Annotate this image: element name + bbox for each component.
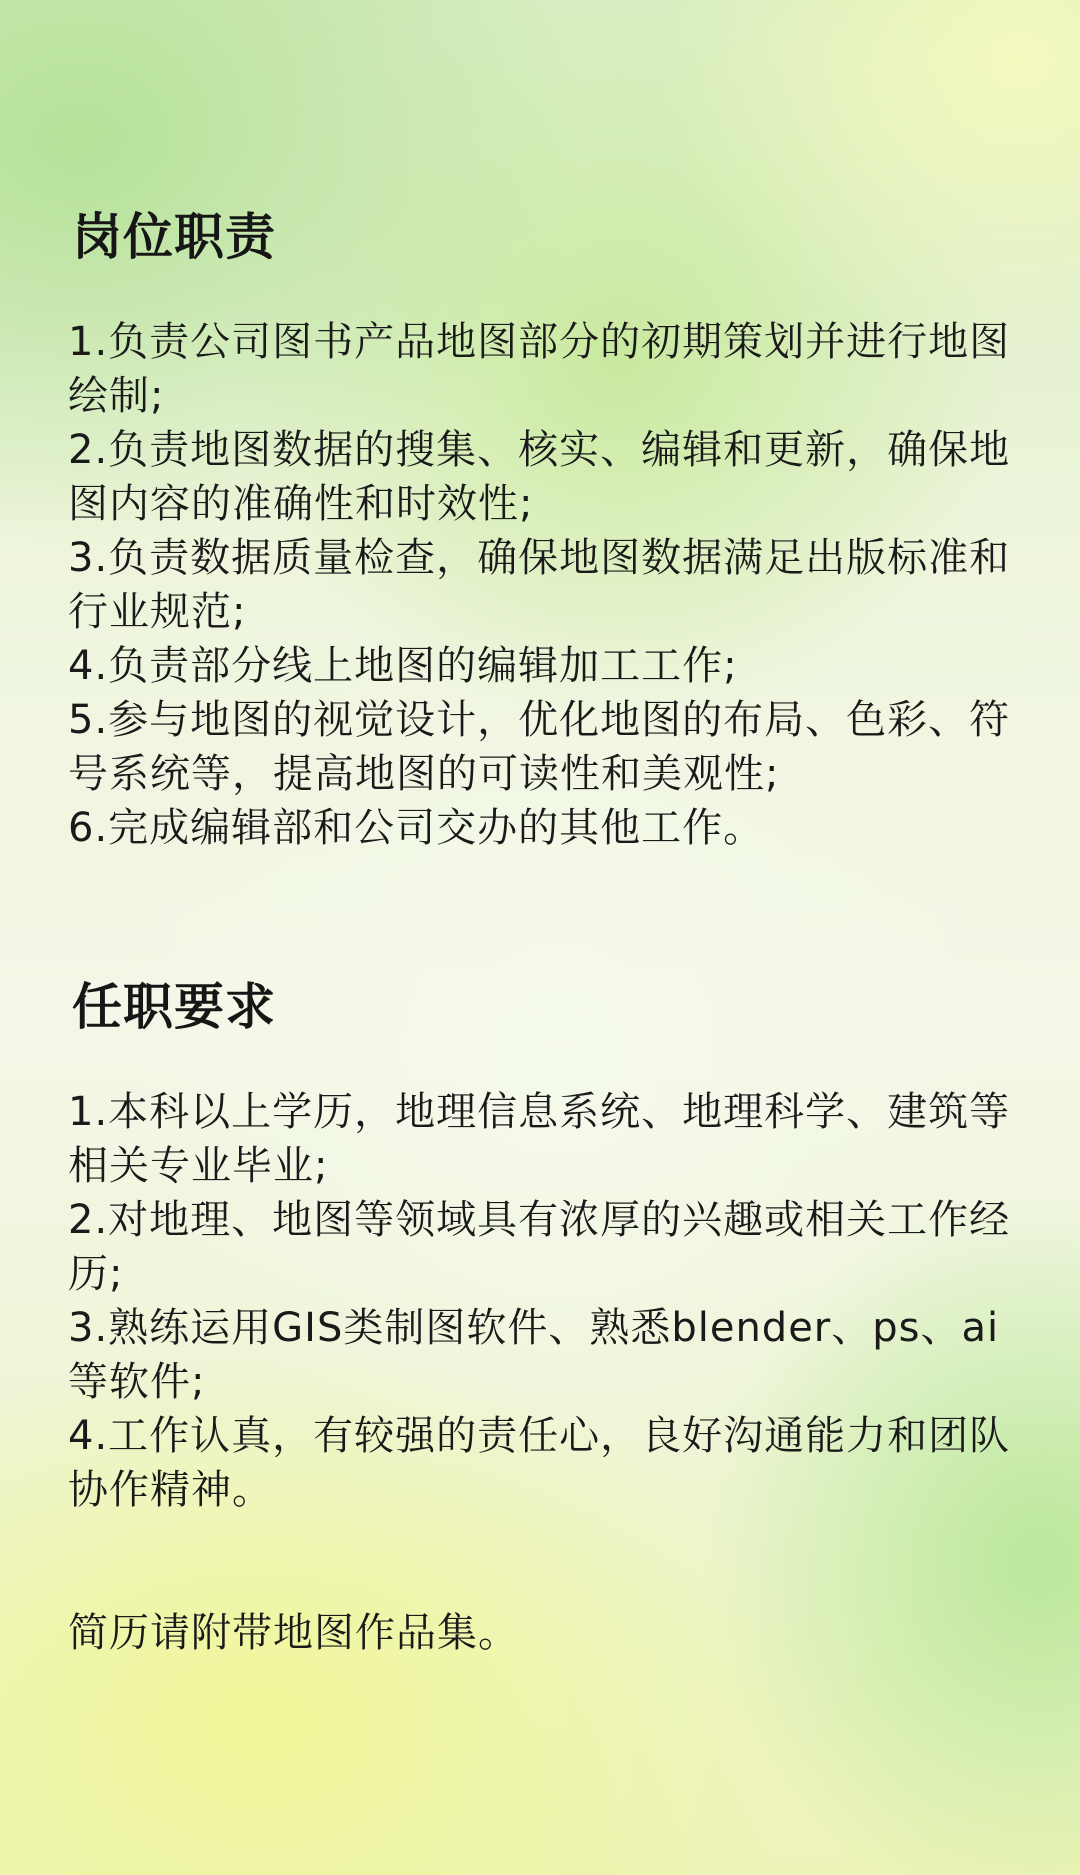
duty-item-4: 4.负责部分线上地图的编辑加工工作; [68, 643, 738, 689]
requirements-section [68, 975, 1012, 1517]
requirement-item-1: 1.本科以上学历，地理信息系统、地理科学、建筑等相关专业毕业; [68, 1089, 1011, 1189]
requirement-item-3: 3.熟练运用GIS类制图软件、熟悉blender、ps、ai等软件; [68, 1305, 1000, 1405]
duty-item-1: 1.负责公司图书产品地图部分的初期策划并进行地图绘制; [68, 319, 1011, 419]
duty-item-6: 6.完成编辑部和公司交办的其他工作。 [68, 805, 765, 851]
duty-item-5: 5.参与地图的视觉设计，优化地图的布局、色彩、符号系统等，提高地图的可读性和美观性; [68, 697, 1011, 797]
portfolio-note: 简历请附带地图作品集。 [68, 1610, 519, 1656]
requirement-item-4: 4.工作认真，有较强的责任心，良好沟通能力和团队协作精神。 [68, 1413, 1011, 1513]
duties-heading: 岗位职责 [72, 208, 276, 266]
requirement-item-2: 2.对地理、地图等领域具有浓厚的兴趣或相关工作经历; [68, 1197, 1011, 1297]
duties-section [68, 205, 1012, 855]
requirements-heading: 任职要求 [72, 978, 276, 1036]
duty-item-3: 3.负责数据质量检查，确保地图数据满足出版标准和行业规范; [68, 535, 1011, 635]
duty-item-2: 2.负责地图数据的搜集、核实、编辑和更新，确保地图内容的准确性和时效性; [68, 427, 1011, 527]
